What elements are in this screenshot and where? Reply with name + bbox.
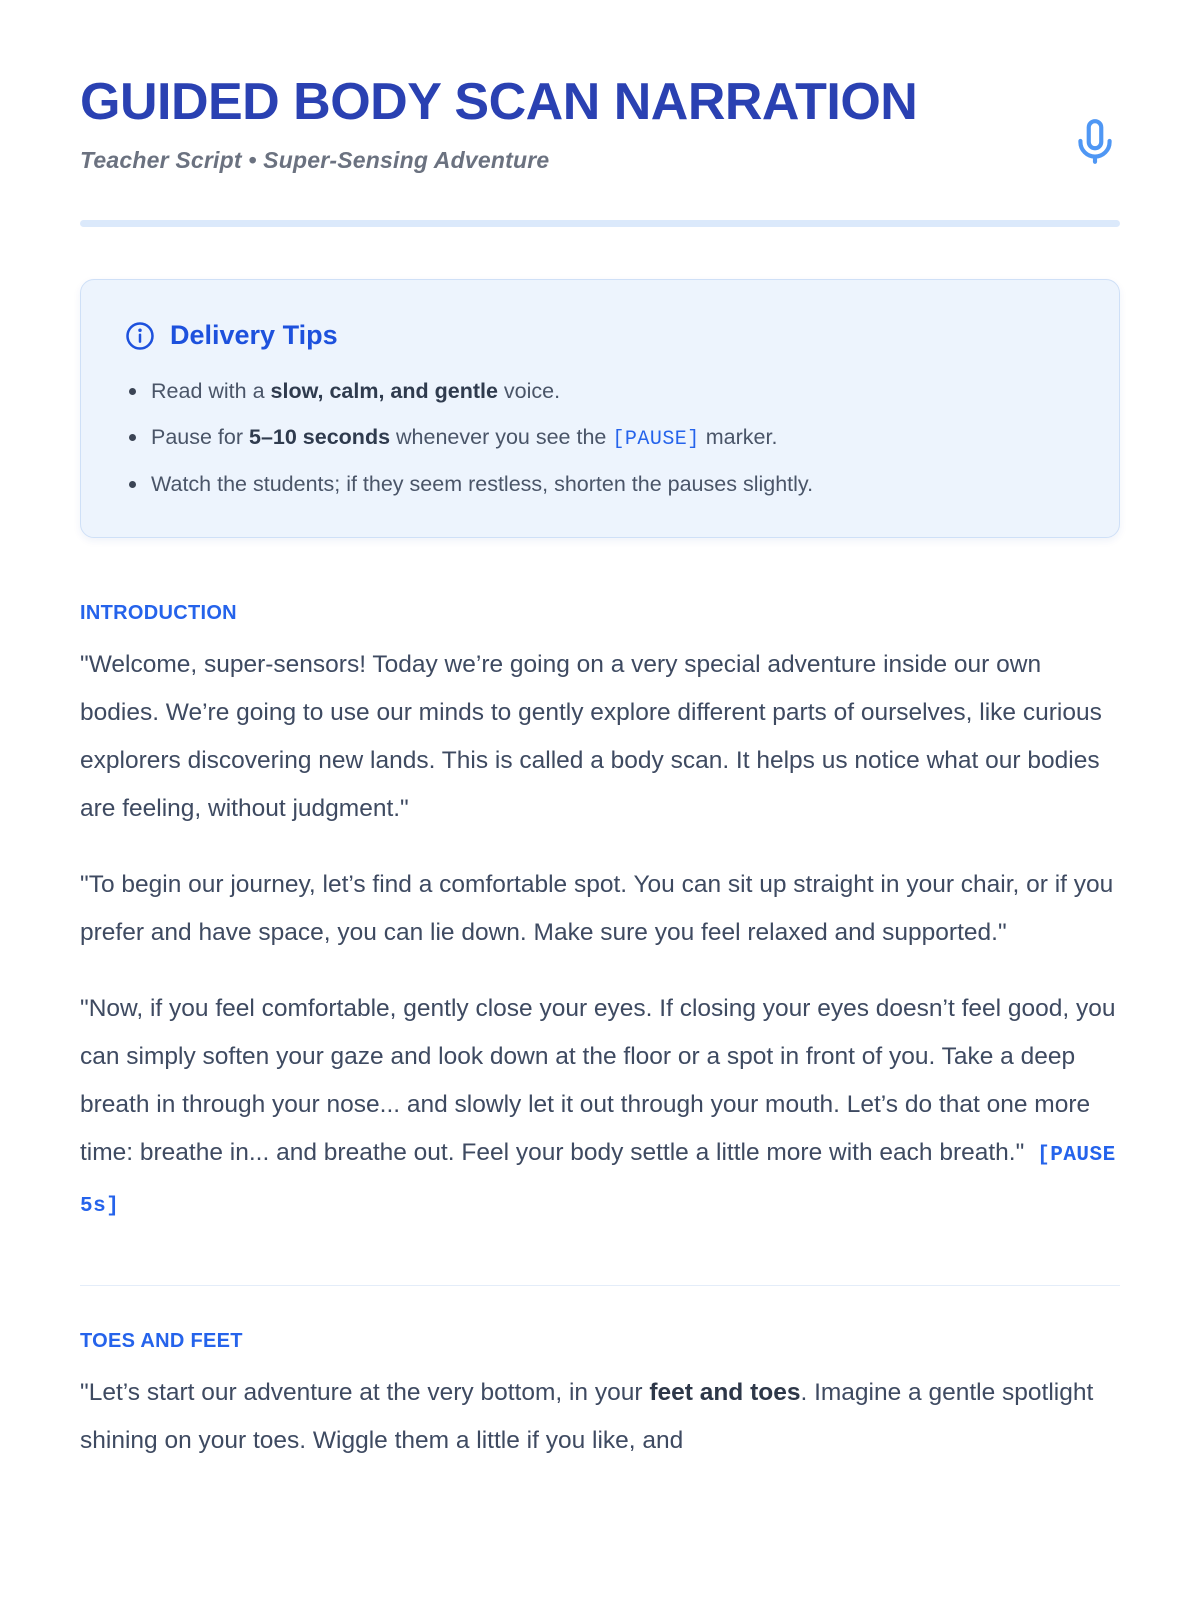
header-text: [80, 73, 918, 174]
script-paragraph: [80, 1369, 1120, 1465]
header-divider: [80, 220, 1120, 227]
tips-header: [125, 320, 1075, 351]
pause-marker: [PAUSE 5s]: [80, 1144, 1116, 1219]
page-subtitle: Teacher Script • Super-Sensing Adventure: [80, 147, 550, 174]
text-segment: "Let’s start our adventure at the very bottom, in your: [80, 1379, 650, 1407]
section-divider: [80, 1285, 1120, 1286]
inline-pause-code: [PAUSE]: [612, 428, 700, 452]
text-segment: Watch the students; if they seem restless, shorten the pauses slightly.: [151, 472, 814, 497]
tip-item: [125, 423, 1075, 453]
text-segment: Read with a: [151, 379, 271, 404]
tip-item: [125, 470, 1075, 499]
text-segment: marker.: [699, 425, 778, 450]
tips-list: [125, 377, 1075, 499]
text-segment: slow, calm, and gentle: [270, 379, 498, 404]
text-segment: Pause for: [151, 425, 249, 450]
text-segment: "Now, if you feel comfortable, gently close your eyes. If closing your eyes doesn’t feel good, you can simply soften your gaze and look down at the floor or a spot in front of you. Take a deep breath in through your nose... and slowly let it out through your mouth. Let’s do that one more time: breathe in... and breathe out. Feel your body settle a little more with each breath.": [80, 995, 1116, 1167]
section-label: TOES AND FEET: [80, 1330, 243, 1353]
text-segment: feet and toes: [649, 1379, 801, 1407]
microphone-icon[interactable]: [1070, 117, 1120, 174]
text-segment: "To begin our journey, let’s find a comfortable spot. You can sit up straight in your chair, or if you prefer and have space, you can lie down. Make sure you feel relaxed and supported.": [80, 871, 1114, 947]
text-segment: . Imagine a gentle spotlight shining on your toes. Wiggle them a little if you like, and: [80, 1379, 1094, 1455]
page-title: GUIDED BODY SCAN NARRATION: [80, 73, 918, 131]
text-segment: whenever you see the: [390, 425, 613, 450]
text-segment: "Welcome, super-sensors! Today we’re going on a very special adventure inside our own bodies. We’re going to use our minds to gently explore different parts of ourselves, like curious explorers discovering new lands. This is called a body scan. It helps us notice what our bodies are feeling, without judgment.": [80, 651, 1102, 823]
section-label: INTRODUCTION: [80, 602, 237, 625]
script-paragraph: [80, 985, 1120, 1231]
tip-item: [125, 377, 1075, 406]
header: [80, 73, 1120, 174]
delivery-tips-callout: [80, 279, 1120, 538]
info-icon: [125, 321, 155, 351]
script-paragraph: [80, 641, 1120, 833]
tips-title: Delivery Tips: [170, 320, 338, 351]
text-segment: 5–10 seconds: [249, 425, 391, 450]
script-paragraph: [80, 861, 1120, 957]
text-segment: voice.: [497, 379, 561, 404]
script-content: [80, 602, 1120, 1465]
